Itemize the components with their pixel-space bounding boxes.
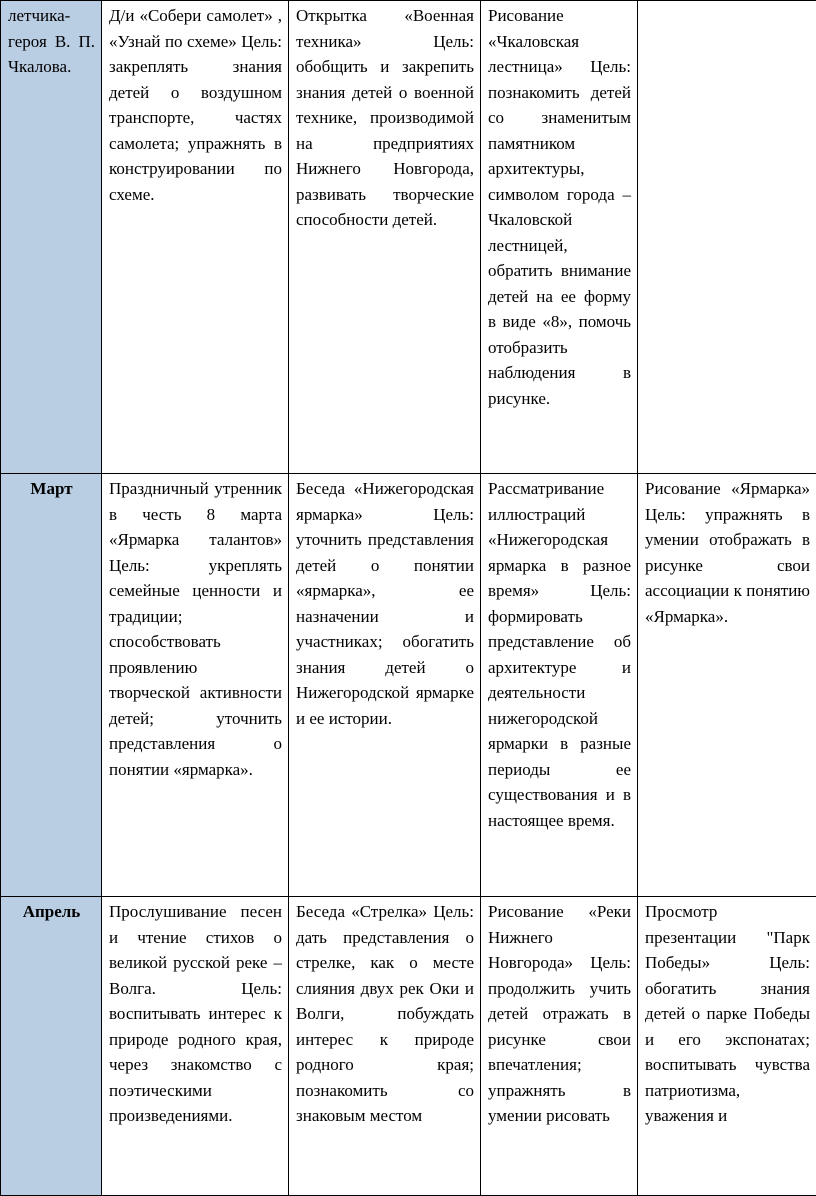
month-label: Апрель bbox=[8, 899, 95, 925]
table-row bbox=[1, 1, 816, 474]
activity-text: Д/и «Собери самолет» , «Узнай по схеме» Цель: закреплять знания детей о воздушном транспорте, частях самолета; упражнять в конструировании по схеме. bbox=[109, 3, 282, 207]
activity-text: Рассматривание иллюстраций «Нижегородская ярмарка в разное время» Цель: формировать представление об архитектуре и деятельности нижегородской ярмарки в разные периоды ее существования и в настоящее время. bbox=[488, 476, 631, 833]
activity-text: Рисование «Ярмарка» Цель: упражнять в умении отображать в рисунке свои ассоциации к понятию «Ярмарка». bbox=[645, 476, 810, 629]
activity-cell bbox=[102, 897, 289, 1196]
activity-cell bbox=[481, 1, 638, 474]
activity-text: Беседа «Нижегородская ярмарка» Цель: уточнить представления детей о понятии «ярмарка», ее назначении и участниках; обогатить знания детей о Нижегородской ярмарке и ее истории. bbox=[296, 476, 474, 731]
activity-text: Рисование «Реки Нижнего Новгорода» Цель: продолжить учить детей отражать в рисунке свои впечатления; упражнять в умении рисовать bbox=[488, 899, 631, 1129]
activity-text: Просмотр презентации "Парк Победы» Цель: обогатить знания детей о парке Победы и его экспонатах; воспитывать чувства патриотизма, уважения и bbox=[645, 899, 810, 1129]
month-cell bbox=[1, 1, 102, 474]
activity-cell bbox=[289, 1, 481, 474]
month-cell bbox=[1, 897, 102, 1196]
activity-text: Беседа «Стрелка» Цель: дать представления о стрелке, как о месте слияния двух рек Оки и Волги, побуждать интерес к природе родного края; познакомить со знаковым местом bbox=[296, 899, 474, 1129]
activity-cell bbox=[102, 474, 289, 897]
activity-cell bbox=[289, 474, 481, 897]
table-row bbox=[1, 474, 816, 897]
activity-cell bbox=[102, 1, 289, 474]
activity-text: Прослушивание песен и чтение стихов о великой русской реке – Волга. Цель: воспитывать интерес к природе родного края, через знакомство с поэтическими произведениями. bbox=[109, 899, 282, 1129]
activity-text: Праздничный утренник в честь 8 марта «Ярмарка талантов» Цель: укреплять семейные ценности и традиции; способствовать проявлению творческой активности детей; уточнить представления о понятии «ярмарка». bbox=[109, 476, 282, 782]
month-cell bbox=[1, 474, 102, 897]
activity-cell bbox=[481, 897, 638, 1196]
activity-text: Открытка «Военная техника» Цель: обобщить и закрепить знания детей о военной технике, производимой на предприятиях Нижнего Новгорода, развивать творческие способности детей. bbox=[296, 3, 474, 233]
activity-cell bbox=[638, 474, 816, 897]
activity-cell bbox=[289, 897, 481, 1196]
activity-cell-empty bbox=[638, 1, 816, 474]
month-label: Март bbox=[8, 476, 95, 502]
month-label: летчика-героя В. П. Чкалова. bbox=[8, 3, 95, 80]
activity-text: Рисование «Чкаловская лестница» Цель: познакомить детей со знаменитым памятником архитектуры, символом города – Чкаловской лестницей, обратить внимание детей на ее форму в виде «8», помочь отобразить наблюдения в рисунке. bbox=[488, 3, 631, 411]
activity-cell bbox=[481, 474, 638, 897]
table-row bbox=[1, 897, 816, 1196]
activity-cell bbox=[638, 897, 816, 1196]
